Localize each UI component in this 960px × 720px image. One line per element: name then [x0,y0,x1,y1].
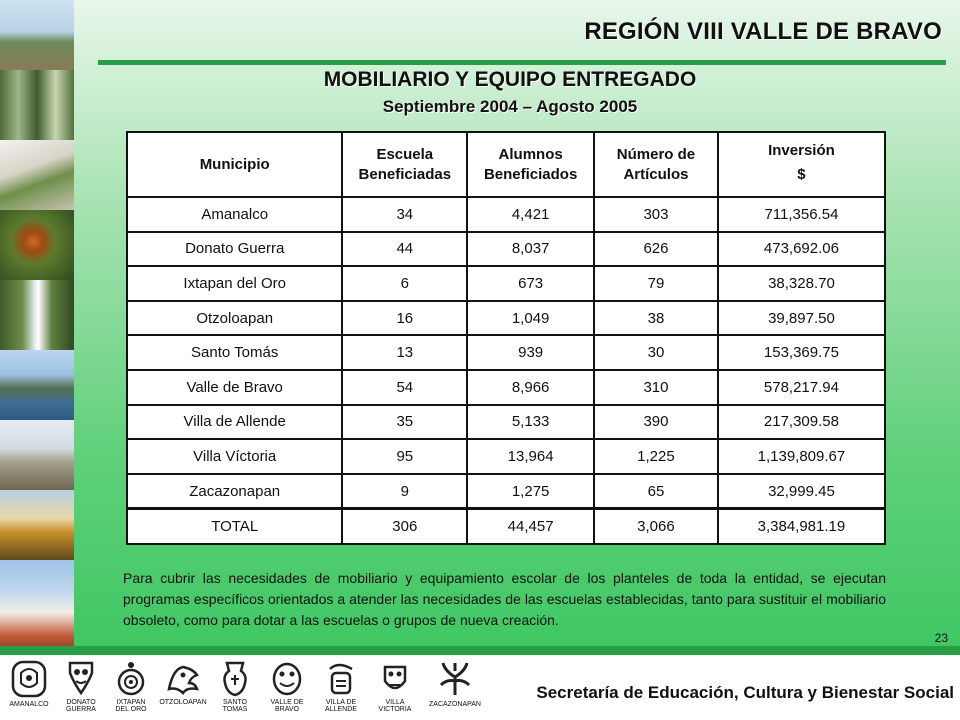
cell-escuela: 54 [342,370,467,405]
furniture-table [126,131,886,545]
ixtapan-del-oro-glyph-icon [114,659,148,697]
table-header-row [127,132,885,197]
cell-municipio: Ixtapan del Oro [127,266,342,301]
cell-municipio: Valle de Bravo [127,370,342,405]
table-row [127,266,885,301]
donato-guerra-glyph-icon [64,659,98,697]
header-numero: Número de Artículos [594,132,718,197]
cell-articulos: 303 [594,197,718,232]
table-row [127,197,885,232]
cell-alumnos: 939 [467,335,594,370]
mountain-town-photo [0,420,74,490]
cell-escuela: 16 [342,301,467,336]
footer-divider [0,646,960,655]
villa-victoria-logo: VILLA VICTORIA [372,659,418,713]
cell-inversion: 711,356.54 [718,197,885,232]
santo-tomas-logo: SANTO TOMAS [212,659,258,713]
cell-alumnos: 4,421 [467,197,594,232]
header-alumnos: Alumnos Beneficiados [467,132,594,197]
cell-municipio: Donato Guerra [127,232,342,267]
cell-articulos: 38 [594,301,718,336]
cell-alumnos: 5,133 [467,405,594,440]
cell-inversion: 39,897.50 [718,301,885,336]
cell-articulos: 390 [594,405,718,440]
secretaria-name: Secretaría de Educación, Cultura y Bienestar Social [536,683,954,702]
ixtapan-del-oro-logo: IXTAPAN DEL ORO [108,659,154,713]
cell-escuela: 9 [342,474,467,509]
zacazonapan-logo: ZACAZONAPAN [424,659,486,708]
street-photo [0,140,74,210]
villa-de-allende-glyph-icon [324,659,358,697]
santo-tomas-glyph-icon [219,659,251,697]
cell-escuela: 95 [342,439,467,474]
region-title: REGIÓN VIII VALLE DE BRAVO [584,18,942,45]
waterfall-photo [0,280,74,350]
cell-articulos: 79 [594,266,718,301]
cell-inversion: 578,217.94 [718,370,885,405]
table-row [127,474,885,509]
cell-articulos: 30 [594,335,718,370]
cell-municipio: Santo Tomás [127,335,342,370]
zacazonapan-glyph-icon [435,659,475,699]
cell-alumnos: 13,964 [467,439,594,474]
table-row [127,301,885,336]
cell-municipio: Villa Víctoria [127,439,342,474]
cell-alumnos: 8,037 [467,232,594,267]
table-row [127,335,885,370]
footnote-text: Para cubrir las necesidades de mobiliario y equipamiento escolar de los planteles de toda la entidad, se ejecutan programas específicos orientados a atender las necesidades de las escuelas establecidas, tanto para sustituir el mobiliario obsoleto, como para dotar a las escuelas o grupos de nueva creación. [123,570,886,628]
cell-escuela: 6 [342,266,467,301]
amanalco-logo: AMANALCO [6,659,52,708]
footer [0,655,960,720]
cell-articulos: 626 [594,232,718,267]
cell-inversion: 217,309.58 [718,405,885,440]
header-inversion: Inversión $ [718,132,885,197]
total-alumnos: 44,457 [467,509,594,544]
butterfly-photo [0,210,74,280]
table-row [127,232,885,267]
cell-municipio: Otzoloapan [127,301,342,336]
lake-photo [0,350,74,420]
cell-articulos: 310 [594,370,718,405]
amanalco-glyph-icon [10,659,48,699]
total-escuela: 306 [342,509,467,544]
total-label: TOTAL [127,509,342,544]
cell-alumnos: 1,275 [467,474,594,509]
page-number: 23 [934,631,948,645]
cell-escuela: 44 [342,232,467,267]
valle-de-bravo-logo: VALLE DE BRAVO [264,659,310,713]
header-municipio: Municipio [127,132,342,197]
cell-escuela: 35 [342,405,467,440]
otzoloapan-glyph-icon [163,659,203,697]
villa-de-allende-logo: VILLA DE ALLENDE [318,659,364,713]
table-total-row [127,509,885,544]
cell-escuela: 34 [342,197,467,232]
cell-municipio: Amanalco [127,197,342,232]
table-row [127,405,885,440]
cell-alumnos: 1,049 [467,301,594,336]
cell-inversion: 38,328.70 [718,266,885,301]
cell-inversion: 153,369.75 [718,335,885,370]
cell-alumnos: 8,966 [467,370,594,405]
tree-photo [0,490,74,560]
donato-guerra-logo: DONATO GUERRA [58,659,104,713]
page-title: MOBILIARIO Y EQUIPO ENTREGADO [323,68,697,91]
table-row [127,439,885,474]
page-subtitle: Septiembre 2004 – Agosto 2005 [382,97,638,116]
total-inversion: 3,384,981.19 [718,509,885,544]
table-row [127,370,885,405]
cell-inversion: 1,139,809.67 [718,439,885,474]
cell-municipio: Zacazonapan [127,474,342,509]
total-articulos: 3,066 [594,509,718,544]
cell-municipio: Villa de Allende [127,405,342,440]
cell-articulos: 65 [594,474,718,509]
church-photo [0,560,74,655]
cell-escuela: 13 [342,335,467,370]
header-escuela: Escuela Beneficiadas [342,132,467,197]
landscape-photo [0,0,74,70]
valle-de-bravo-glyph-icon [270,659,304,697]
villa-victoria-glyph-icon [378,659,412,697]
cell-inversion: 473,692.06 [718,232,885,267]
cell-articulos: 1,225 [594,439,718,474]
header-divider [98,60,946,65]
cell-inversion: 32,999.45 [718,474,885,509]
cell-alumnos: 673 [467,266,594,301]
otzoloapan-logo: OTZOLOAPAN [158,659,208,706]
